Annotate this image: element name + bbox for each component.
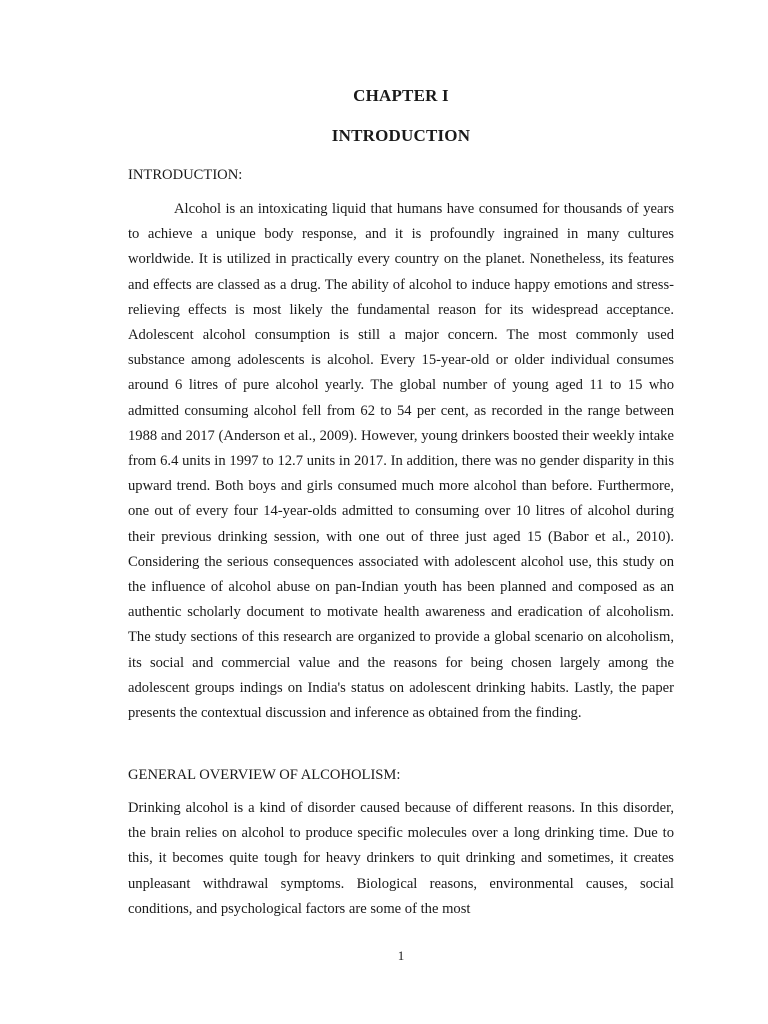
chapter-label: CHAPTER I [353, 86, 449, 105]
section-heading-general-overview: GENERAL OVERVIEW OF ALCOHOLISM: [128, 767, 401, 783]
chapter-title: INTRODUCTION [331, 126, 471, 145]
page-number: 1 [397, 948, 405, 963]
general-overview-paragraph: Drinking alcohol is a kind of disorder caused because of different reasons. In this disorder, the brain relies on alcohol to produce specific molecules over a long drinking time. Due to this, it becomes quite tough for heavy drinkers to quit drinking and sometimes, it creates unpleasant withdrawal symptoms. Biological reasons, environmental causes, social conditions, and psychological factors are some of the most [128, 800, 674, 917]
general-overview-body [128, 796, 674, 922]
introduction-body [128, 197, 674, 726]
introduction-paragraph: Alcohol is an intoxicating liquid that humans have consumed for thousands of years to achieve a unique body response, and it is profoundly ingrained in many cultures worldwide. It is utilized in practically every country on the planet. Nonetheless, its features and effects are classed as a drug. The ability of alcohol to induce happy emotions and stress-relieving effects is most likely the fundamental reason for its widespread acceptance. Adolescent alcohol consumption is still a major concern. The most commonly used substance among adolescents is alcohol. Every 15-year-old or older individual consumes around 6 litres of pure alcohol yearly. The global number of young aged 11 to 15 who admitted consuming alcohol fell from 62 to 54 per cent, as recorded in the range between 1988 and 2017 (Anderson et al., 2009). However, young drinkers boosted their weekly intake from 6.4 units in 1997 to 12.7 units in 2017. In addition, there was no gender disparity in this upward trend. Both boys and girls consumed much more alcohol than before. Furthermore, one out of every four 14-year-olds admitted to consuming over 10 litres of alcohol during their previous drinking session, with one out of three just aged 15 (Babor et al., 2010). Considering the serious consequences associated with adolescent alcohol use, this study on the influence of alcohol abuse on pan-Indian youth has been planned and composed as an authentic scholarly document to motivate health awareness and eradication of alcoholism. The study sections of this research are organized to provide a global scenario on alcoholism, its social and commercial value and the reasons for being chosen largely among the adolescent groups indings on India's status on adolescent drinking habits. Lastly, the paper presents the contextual discussion and inference as obtained from the finding. [128, 201, 674, 722]
section-heading-introduction: INTRODUCTION: [128, 167, 243, 183]
